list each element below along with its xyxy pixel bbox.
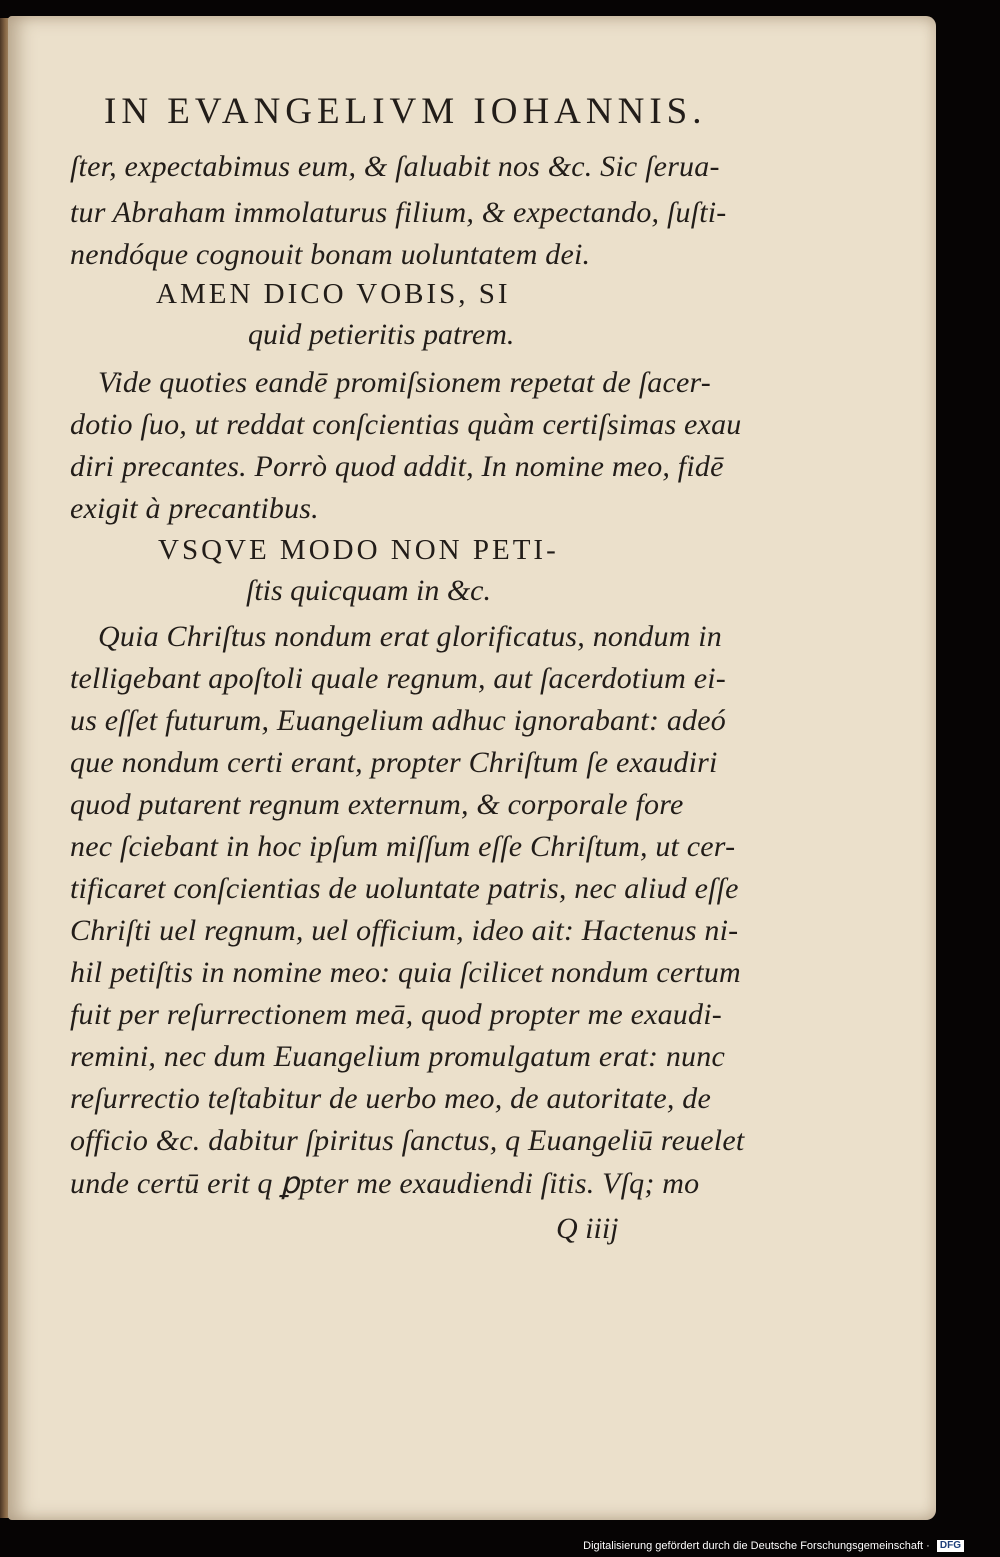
text-line: Quia Chriſtus nondum erat glorificatus, nondum in	[98, 620, 722, 653]
text-line: nec ſciebant in hoc ipſum miſſum eſſe Chriſtum, ut cer-	[70, 830, 736, 863]
section-heading-italic: ſtis quicquam in &c.	[246, 574, 491, 607]
text-line: exigit à precantibus.	[70, 492, 319, 525]
text-line: remini, nec dum Euangelium promulgatum erat: nunc	[70, 1040, 725, 1073]
text-line: tur Abraham immolaturus filium, & expectando, ſuſti-	[70, 196, 727, 229]
section-heading-caps: AMEN DICO VOBIS, SI	[156, 278, 511, 310]
text-line: unde certū erit q ꝑpter me exaudiendi ſitis. Vſq; mo	[70, 1167, 700, 1200]
text-line: fuit per reſurrectionem meā, quod propter me exaudi-	[70, 998, 722, 1031]
text-line: officio &c. dabitur ſpiritus ſanctus, q Euangeliū reuelet	[70, 1124, 745, 1157]
text-line: Vide quoties eandē promiſsionem repetat de ſacer-	[98, 366, 711, 399]
text-line: Chriſti uel regnum, uel officium, ideo ait: Hactenus ni-	[70, 914, 739, 947]
book-page	[8, 16, 936, 1520]
text-line: tificaret conſcientias de uoluntate patris, nec aliud eſſe	[70, 872, 739, 905]
dfg-logo: DFG	[937, 1540, 964, 1552]
running-head: IN EVANGELIVM IOHANNIS.	[104, 91, 707, 132]
section-heading-caps: VSQVE MODO NON PETI-	[158, 534, 559, 566]
text-line: diri precantes. Porrò quod addit, In nomine meo, fidē	[70, 450, 724, 483]
text-line: dotio ſuo, ut reddat conſcientias quàm certiſsimas exau	[70, 408, 742, 441]
text-line: telligebant apoſtoli quale regnum, aut ſacerdotium ei-	[70, 662, 726, 695]
digitization-credit	[583, 1540, 964, 1552]
text-line: nendóque cognouit bonam uoluntatem dei.	[70, 238, 591, 271]
text-line: us eſſet futurum, Euangelium adhuc ignorabant: adeó	[70, 704, 726, 737]
signature-mark: Q iiij	[556, 1212, 619, 1245]
text-line: hil petiſtis in nomine meo: quia ſcilicet nondum certum	[70, 956, 741, 989]
text-line: ſter, expectabimus eum, & ſaluabit nos &c. Sic ſerua-	[70, 150, 720, 183]
section-heading-italic: quid petieritis patrem.	[248, 318, 515, 351]
text-line: reſurrectio teſtabitur de uerbo meo, de autoritate, de	[70, 1082, 711, 1115]
text-line: quod putarent regnum externum, & corporale fore	[70, 788, 684, 821]
credit-text: Digitalisierung gefördert durch die Deutsche Forschungsgemeinschaft ·	[583, 1540, 930, 1552]
text-line: que nondum certi erant, propter Chriſtum ſe exaudiri	[70, 746, 718, 779]
